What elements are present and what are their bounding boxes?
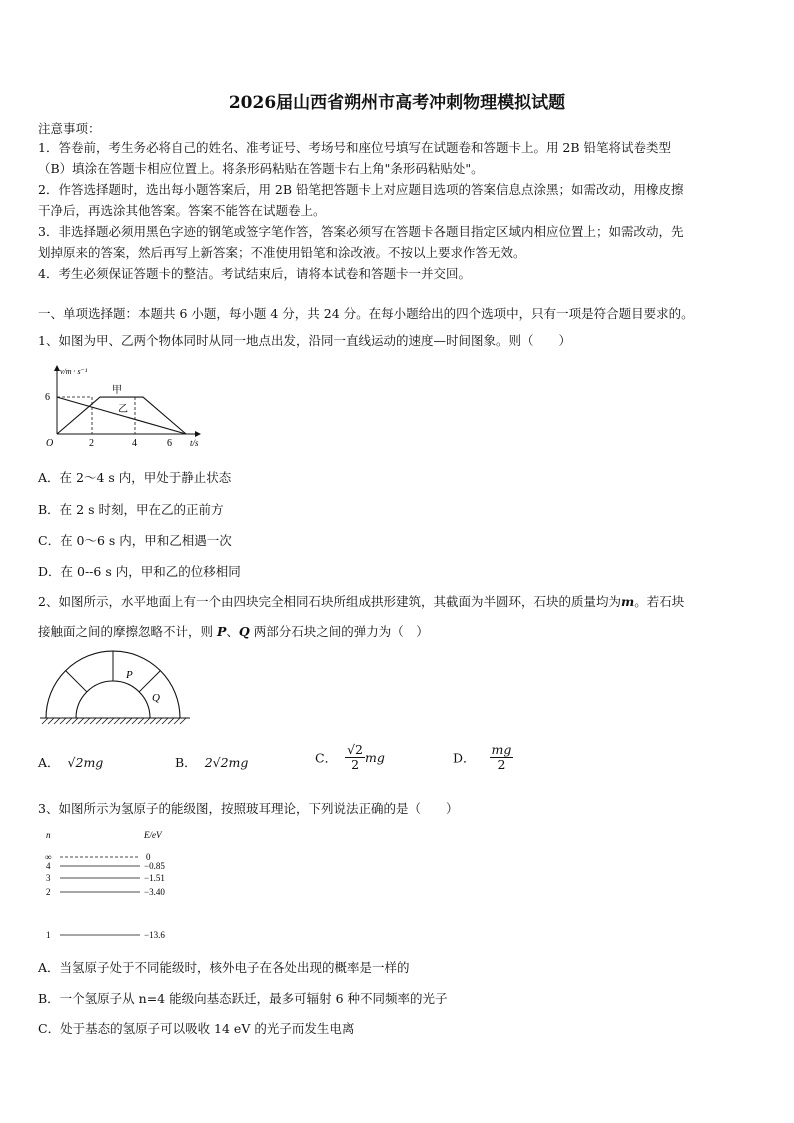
question-3-stem: 3、如图所示为氢原子的能级图，按照玻耳理论，下列说法正确的是（ ） — [38, 801, 459, 816]
q2-option-d-fraction — [490, 743, 514, 772]
q2-option-c-label: C． — [315, 750, 338, 766]
vt-graph — [40, 362, 210, 450]
level-n-label: 1 — [46, 930, 51, 940]
series-jia-label: 甲 — [112, 385, 122, 396]
q2-option-b-formula: 2√2mg — [204, 755, 249, 770]
q2-option-c — [315, 743, 385, 772]
energy-level-diagram — [40, 828, 200, 944]
level-energy-label: −0.85 — [144, 861, 165, 871]
question-1-stem: 1、如图为甲、乙两个物体同时从同一地点出发，沿同一直线运动的速度—时间图象。则（ ） — [38, 333, 571, 348]
level-n-label: 2 — [46, 887, 51, 897]
notice-heading: 注意事项： — [38, 121, 101, 136]
question-2-stem — [38, 594, 684, 610]
arch-inner-edge — [76, 681, 150, 718]
origin-label: O — [46, 438, 54, 449]
q1-option-c: C．在 0～6 s 内，甲和乙相遇一次 — [38, 533, 232, 548]
level-energy-label: −3.40 — [144, 887, 165, 897]
series-yi-label: 乙 — [118, 404, 128, 415]
notice-line: 干净后，再选涂其他答案。答案不能答在试题卷上。 — [38, 203, 326, 218]
q2-stem-var-m: m — [620, 594, 635, 609]
q1-option-a: A．在 2～4 s 内，甲处于静止状态 — [38, 470, 232, 485]
series-yi-line — [57, 397, 186, 434]
q1-option-d: D．在 0--6 s 内，甲和乙的位移相同 — [38, 564, 241, 579]
fraction-numerator: √2 — [347, 742, 363, 757]
q2-option-c-tail: mg — [365, 750, 385, 765]
q2-option-a — [38, 753, 103, 771]
y-axis-label: v/m · s⁻¹ — [60, 367, 88, 376]
q2-stem-var-p: P — [216, 624, 227, 639]
y-tick-label: 6 — [45, 392, 50, 403]
stone-q-label: Q — [152, 692, 160, 704]
level-energy-label: 0 — [146, 852, 151, 862]
level-energy-label: −1.51 — [144, 873, 165, 883]
q2-stem-text: 接触面之间的摩擦忽略不计，则 — [38, 624, 217, 639]
question-2-stem-line2 — [38, 624, 429, 640]
col-e-label: E/eV — [144, 830, 162, 840]
q3-option-b: B．一个氢原子从 n=4 能级向基态跃迁，最多可辐射 6 种不同频率的光子 — [38, 991, 448, 1006]
notice-line: 1．答卷前，考生务必将自己的姓名、准考证号、考场号和座位号填写在试题卷和答题卡上。用 2B 铅笔将试卷类型 — [38, 140, 672, 155]
stone-joint — [139, 671, 160, 692]
notice-line: 3．非选择题必须用黑色字迹的钢笔或签字笔作答，答案必须写在答题卡各题目指定区域内相应位置上；如需改动，先 — [38, 224, 684, 239]
level-n-label: 3 — [46, 873, 51, 883]
q2-stem-text: 、 — [226, 624, 239, 639]
q3-option-c: C．处于基态的氢原子可以吸收 14 eV 的光子而发生电离 — [38, 1021, 355, 1036]
fraction-denominator: 2 — [351, 757, 360, 772]
fraction-denominator: 2 — [497, 757, 506, 772]
q2-option-d — [453, 743, 513, 772]
notice-line: （B）填涂在答题卡相应位置上。将条形码粘贴在答题卡右上角"条形码粘贴处"。 — [38, 161, 484, 176]
fraction-numerator: mg — [491, 742, 512, 757]
q2-option-a-formula: √2mg — [67, 755, 104, 770]
notice-line: 划掉原来的答案，然后再写上新答案；不准使用铅笔和涂改液。不按以上要求作答无效。 — [38, 245, 526, 260]
q2-option-b-label: B． — [175, 755, 197, 770]
arch-diagram — [38, 646, 198, 726]
q3-option-a: A．当氢原子处于不同能级时，核外电子在各处出现的概率是一样的 — [38, 960, 410, 975]
ground-hatching — [42, 718, 186, 724]
q2-stem-text: 。若石块 — [634, 594, 685, 609]
page-title: 2026届山西省朔州市高考冲刺物理模拟试题 — [228, 93, 566, 113]
level-n-label: 4 — [46, 861, 51, 871]
level-n-label: ∞ — [45, 852, 52, 862]
x-axis-label: t/s — [190, 438, 199, 448]
q2-option-c-fraction — [345, 743, 365, 772]
q2-stem-text: 两部分石块之间的弹力为（ ） — [249, 624, 429, 639]
q2-option-a-label: A． — [38, 755, 60, 770]
q1-option-b: B．在 2 s 时刻，甲在乙的正前方 — [38, 502, 224, 517]
stone-p-label: P — [126, 669, 133, 681]
q2-option-b — [175, 753, 248, 771]
col-n-label: n — [46, 830, 51, 840]
q2-stem-text: 2、如图所示，水平地面上有一个由四块完全相同石块所组成拱形建筑，其截面为半圆环，石块的质量均为 — [38, 594, 621, 609]
stone-joint — [66, 671, 87, 692]
x-tick-label: 2 — [89, 438, 94, 449]
level-energy-label: −13.6 — [144, 930, 165, 940]
notice-line: 2．作答选择题时，选出每小题答案后，用 2B 铅笔把答题卡上对应题目选项的答案信息点涂黑；如需改动，用橡皮擦 — [38, 182, 684, 197]
q2-option-d-label: D． — [453, 750, 476, 766]
q2-stem-var-q: Q — [238, 624, 250, 639]
notice-line: 4．考生必须保证答题卡的整洁。考试结束后，请将本试卷和答题卡一并交回。 — [38, 266, 471, 281]
section-heading: 一、单项选择题：本题共 6 小题，每小题 4 分，共 24 分。在每小题给出的四个选项中，只有一项是符合题目要求的。 — [38, 306, 694, 321]
x-tick-label: 4 — [132, 438, 137, 449]
x-tick-label: 6 — [167, 438, 172, 449]
